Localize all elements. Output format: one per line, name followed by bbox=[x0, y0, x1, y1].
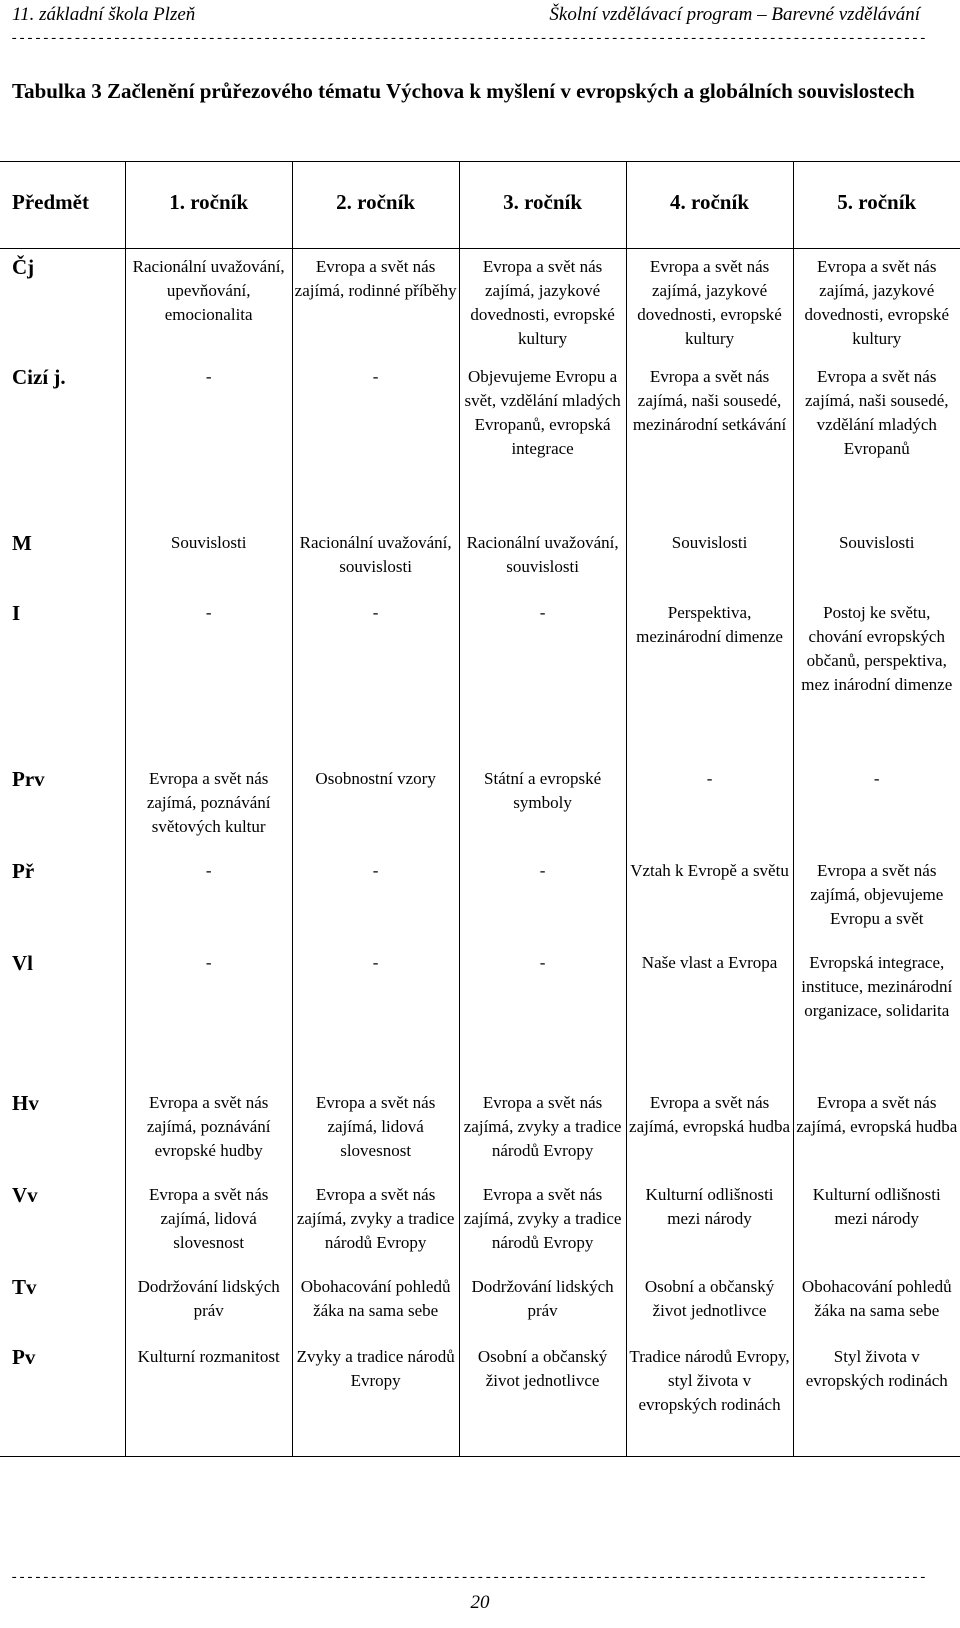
row-cell-grade-1: - bbox=[125, 853, 292, 945]
row-cell-grade-2: Obohacování pohledů žáka na sama sebe bbox=[292, 1269, 459, 1339]
table-row bbox=[0, 525, 960, 595]
row-cell-grade-4: Evropa a svět nás zajímá, evropská hudba bbox=[626, 1085, 793, 1177]
curriculum-table bbox=[0, 161, 960, 1457]
row-cell-grade-4: Evropa a svět nás zajímá, jazykové dovednosti, evropské kultury bbox=[626, 249, 793, 359]
row-cell-grade-3: Osobní a občanský život jednotlivce bbox=[459, 1339, 626, 1457]
row-cell-grade-4: Kulturní odlišnosti mezi národy bbox=[626, 1177, 793, 1269]
row-cell-grade-5: Kulturní odlišnosti mezi národy bbox=[793, 1177, 960, 1269]
row-cell-grade-2: Evropa a svět nás zajímá, zvyky a tradice národů Evropy bbox=[292, 1177, 459, 1269]
row-cell-grade-4: Naše vlast a Evropa bbox=[626, 945, 793, 1085]
row-subject: I bbox=[12, 600, 21, 625]
row-cell-grade-3: Evropa a svět nás zajímá, zvyky a tradice národů Evropy bbox=[459, 1085, 626, 1177]
row-cell-grade-1: Racionální uvažování, upevňování, emocionalita bbox=[125, 249, 292, 359]
row-subject: Cizí j. bbox=[12, 364, 66, 389]
row-cell-grade-5: Postoj ke světu, chování evropských občanů, perspektiva, mez inárodní dimenze bbox=[793, 595, 960, 761]
row-cell-grade-3: Objevujeme Evropu a svět, vzdělání mladých Evropanů, evropská integrace bbox=[459, 359, 626, 525]
table-row bbox=[0, 945, 960, 1085]
row-cell-grade-2: - bbox=[292, 945, 459, 1085]
table-row bbox=[0, 595, 960, 761]
row-cell-grade-1: - bbox=[125, 359, 292, 525]
row-cell-grade-1: Souvislosti bbox=[125, 525, 292, 595]
row-cell-grade-2: Evropa a svět nás zajímá, lidová slovesnost bbox=[292, 1085, 459, 1177]
table-row bbox=[0, 249, 960, 359]
row-subject: M bbox=[12, 530, 32, 555]
header-subject: Předmět bbox=[0, 162, 125, 249]
row-cell-grade-4: Evropa a svět nás zajímá, naši sousedé, mezinárodní setkávání bbox=[626, 359, 793, 525]
row-cell-grade-3: - bbox=[459, 595, 626, 761]
row-cell-grade-4: Souvislosti bbox=[626, 525, 793, 595]
row-cell-grade-4: Perspektiva, mezinárodní dimenze bbox=[626, 595, 793, 761]
row-cell-grade-2: - bbox=[292, 595, 459, 761]
row-cell-grade-3: Evropa a svět nás zajímá, jazykové dovednosti, evropské kultury bbox=[459, 249, 626, 359]
table-row bbox=[0, 1269, 960, 1339]
row-subject: Čj bbox=[12, 255, 35, 279]
row-cell-grade-2: - bbox=[292, 359, 459, 525]
table-row bbox=[0, 853, 960, 945]
row-subject: Vv bbox=[12, 1182, 38, 1207]
header-grade-4: 4. ročník bbox=[626, 162, 793, 249]
page-number: 20 bbox=[470, 1592, 490, 1613]
row-subject: Tv bbox=[12, 1274, 37, 1299]
row-cell-grade-5: Evropa a svět nás zajímá, naši sousedé, vzdělání mladých Evropanů bbox=[793, 359, 960, 525]
table-row bbox=[0, 1085, 960, 1177]
row-cell-grade-1: - bbox=[125, 945, 292, 1085]
table-row bbox=[0, 1177, 960, 1269]
header-school-name: 11. základní škola Plzeň bbox=[12, 4, 196, 25]
row-cell-grade-3: - bbox=[459, 945, 626, 1085]
row-cell-grade-5: Styl života v evropských rodinách bbox=[793, 1339, 960, 1457]
row-cell-grade-2: Racionální uvažování, souvislosti bbox=[292, 525, 459, 595]
row-subject: Prv bbox=[12, 766, 45, 791]
table-row bbox=[0, 761, 960, 853]
row-cell-grade-5: Souvislosti bbox=[793, 525, 960, 595]
row-cell-grade-5: Evropa a svět nás zajímá, objevujeme Evropu a svět bbox=[793, 853, 960, 945]
row-cell-grade-3: Státní a evropské symboly bbox=[459, 761, 626, 853]
row-cell-grade-2: - bbox=[292, 853, 459, 945]
row-subject: Př bbox=[12, 858, 35, 883]
row-cell-grade-1: Evropa a svět nás zajímá, poznávání evropské hudby bbox=[125, 1085, 292, 1177]
row-subject: Hv bbox=[12, 1090, 39, 1115]
row-cell-grade-4: Tradice národů Evropy, styl života v evropských rodinách bbox=[626, 1339, 793, 1457]
table-caption bbox=[12, 76, 932, 106]
row-cell-grade-1: Kulturní rozmanitost bbox=[125, 1339, 292, 1457]
row-cell-grade-5: - bbox=[793, 761, 960, 853]
table-header-row bbox=[0, 162, 960, 249]
row-cell-grade-5: Evropa a svět nás zajímá, evropská hudba bbox=[793, 1085, 960, 1177]
header-divider: -------------------------------------------------------------------------------------------------------------------- bbox=[10, 32, 927, 46]
caption-prefix: Tabulka 3 Začlenění průřezového tématu bbox=[12, 79, 386, 103]
row-cell-grade-1: - bbox=[125, 595, 292, 761]
row-cell-grade-5: Evropa a svět nás zajímá, jazykové dovednosti, evropské kultury bbox=[793, 249, 960, 359]
header-grade-5: 5. ročník bbox=[793, 162, 960, 249]
header-grade-1: 1. ročník bbox=[125, 162, 292, 249]
header-program-name: Školní vzdělávací program – Barevné vzdělávání bbox=[549, 4, 920, 25]
row-subject: Pv bbox=[0, 1339, 125, 1457]
table-row bbox=[0, 1339, 960, 1457]
row-cell-grade-1: Dodržování lidských práv bbox=[125, 1269, 292, 1339]
footer-divider: -------------------------------------------------------------------------------------------------------------------- bbox=[10, 1571, 927, 1585]
table-row bbox=[0, 359, 960, 525]
row-cell-grade-3: Dodržování lidských práv bbox=[459, 1269, 626, 1339]
row-cell-grade-1: Evropa a svět nás zajímá, poznávání světových kultur bbox=[125, 761, 292, 853]
row-cell-grade-1: Evropa a svět nás zajímá, lidová slovesnost bbox=[125, 1177, 292, 1269]
caption-title: Výchova k myšlení v evropských a globálních souvislostech bbox=[385, 79, 915, 103]
row-cell-grade-5: Obohacování pohledů žáka na sama sebe bbox=[793, 1269, 960, 1339]
header-grade-2: 2. ročník bbox=[292, 162, 459, 249]
row-cell-grade-3: - bbox=[459, 853, 626, 945]
row-cell-grade-4: Osobní a občanský život jednotlivce bbox=[626, 1269, 793, 1339]
row-subject: Vl bbox=[12, 950, 33, 975]
row-cell-grade-2: Zvyky a tradice národů Evropy bbox=[292, 1339, 459, 1457]
header-grade-3: 3. ročník bbox=[459, 162, 626, 249]
row-cell-grade-3: Racionální uvažování, souvislosti bbox=[459, 525, 626, 595]
row-cell-grade-2: Osobnostní vzory bbox=[292, 761, 459, 853]
row-cell-grade-2: Evropa a svět nás zajímá, rodinné příběhy bbox=[292, 249, 459, 359]
row-cell-grade-5: Evropská integrace, instituce, mezinárodní organizace, solidarita bbox=[793, 945, 960, 1085]
row-cell-grade-4: Vztah k Evropě a světu bbox=[626, 853, 793, 945]
row-cell-grade-4: - bbox=[626, 761, 793, 853]
row-cell-grade-3: Evropa a svět nás zajímá, zvyky a tradice národů Evropy bbox=[459, 1177, 626, 1269]
